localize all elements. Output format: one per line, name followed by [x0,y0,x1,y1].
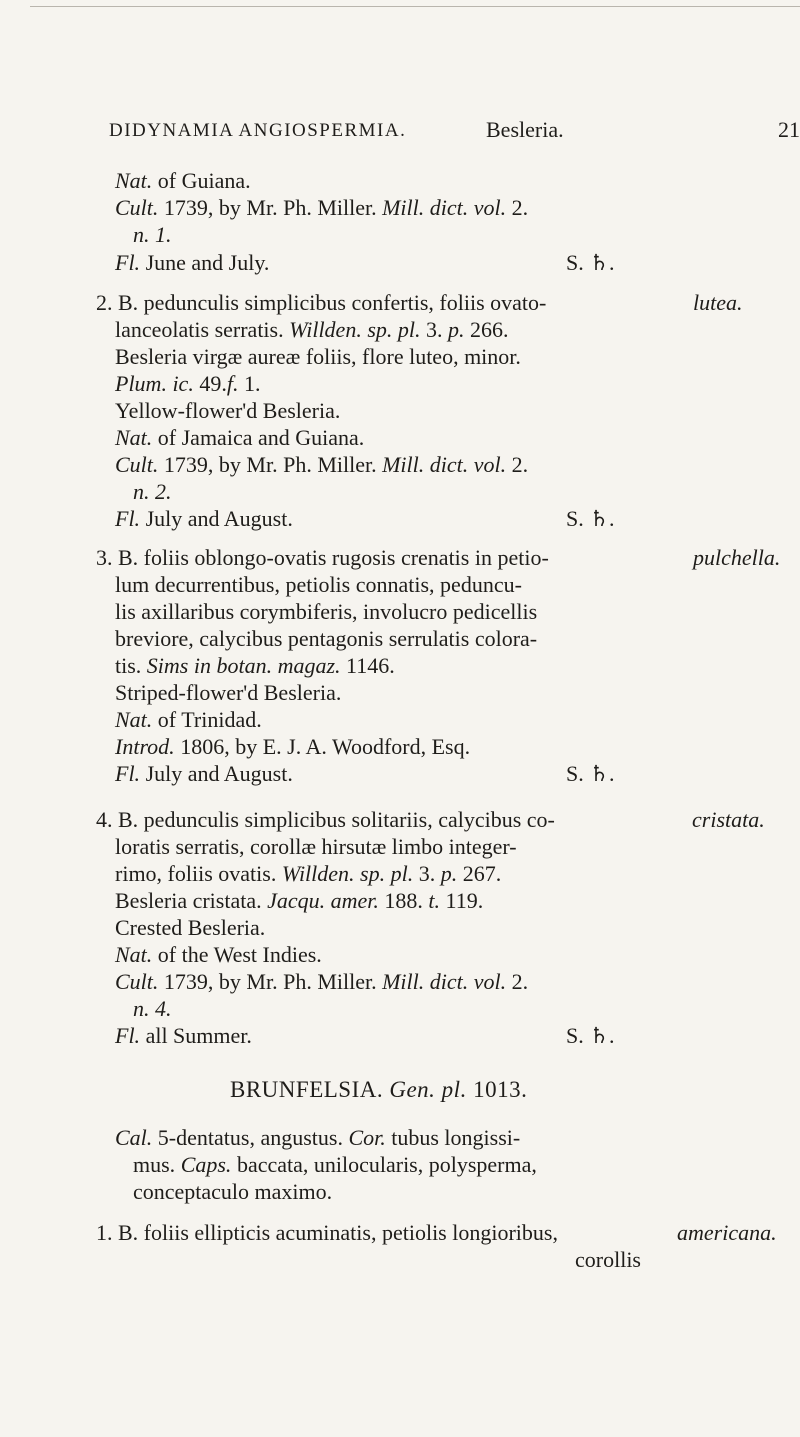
species-2-line-3: Besleria virgæ aureæ foliis, flore luteo, minor. [115,344,521,369]
species-4-fl: Fl. all Summer. [115,1023,252,1048]
species-4-epithet: cristata. [692,807,765,832]
genus-cor-cont: mus. Caps. baccata, unilocularis, polysperma, [133,1152,537,1177]
intro-fl-line: Fl. June and July. [115,250,270,275]
page-number: 21 [778,117,800,142]
species-4-nat: Nat. of the West Indies. [115,942,322,967]
species-2-signature: S. ♄. [566,506,615,531]
brunfelsia-species-1-line-1: 1. B. foliis ellipticis acuminatis, petiolis longioribus, [96,1220,558,1245]
species-4-line-2: loratis serratis, corollæ hirsutæ limbo integer- [115,834,517,859]
species-3-line-4: breviore, calycibus pentagonis serrulatis colora- [115,626,538,651]
species-3-line-3: lis axillaribus corymbiferis, involucro pedicellis [115,599,538,624]
species-4-cult: Cult. 1739, by Mr. Ph. Miller. Mill. dict. vol. 2. [115,969,529,994]
page-top-edge [30,6,800,7]
species-3-introd: Introd. 1806, by E. J. A. Woodford, Esq. [115,734,471,759]
genus-heading: BRUNFELSIA. Gen. pl. 1013. [230,1077,528,1102]
species-3-line-1: 3. B. foliis oblongo-ovatis rugosis crenatis in petio- [96,545,549,570]
running-head: DIDYNAMIA ANGIOSPERMIA. [109,120,407,141]
intro-nat-line: Nat. of Guiana. [115,168,251,193]
brunfelsia-species-1-line-2: corollis [575,1247,641,1272]
species-4-signature: S. ♄. [566,1023,615,1048]
header-genus: Besleria. [486,117,564,142]
running-header [0,117,800,150]
species-3-fl: Fl. July and August. [115,761,293,786]
species-3-epithet: pulchella. [693,545,781,570]
species-2-cult: Cult. 1739, by Mr. Ph. Miller. Mill. dict. vol. 2. [115,452,529,477]
species-2-line-2: lanceolatis serratis. Willden. sp. pl. 3. p. 266. [115,317,509,342]
intro-cult-line: Cult. 1739, by Mr. Ph. Miller. Mill. dict. vol. 2. [115,195,529,220]
species-2-cult-cont: n. 2. [133,479,172,504]
species-3-line-2: lum decurrentibus, petiolis connatis, peduncu- [115,572,522,597]
species-3-signature: S. ♄. [566,761,615,786]
intro-signature: S. ♄. [566,250,615,275]
species-2-line-1: 2. B. pedunculis simplicibus confertis, foliis ovato- [96,290,547,315]
species-3-line-6: Striped-flower'd Besleria. [115,680,342,705]
genus-cal-line: Cal. 5-dentatus, angustus. Cor. tubus longissi- [115,1125,521,1150]
species-4-line-1: 4. B. pedunculis simplicibus solitariis, calycibus co- [96,807,555,832]
species-2-nat: Nat. of Jamaica and Guiana. [115,425,365,450]
species-2-line-4: Plum. ic. 49.f. 1. [115,371,261,396]
species-2-line-5: Yellow-flower'd Besleria. [115,398,341,423]
genus-caps-cont: conceptaculo maximo. [133,1179,333,1204]
species-3-line-5: tis. Sims in botan. magaz. 1146. [115,653,395,678]
brunfelsia-species-1-epithet: americana. [677,1220,777,1245]
species-2-fl: Fl. July and August. [115,506,293,531]
species-3-nat: Nat. of Trinidad. [115,707,262,732]
species-4-cult-cont: n. 4. [133,996,172,1021]
species-4-line-5: Crested Besleria. [115,915,266,940]
species-4-line-4: Besleria cristata. Jacqu. amer. 188. t. 119. [115,888,484,913]
intro-cult-cont: n. 1. [133,222,172,247]
species-2-epithet: lutea. [693,290,743,315]
species-4-line-3: rimo, foliis ovatis. Willden. sp. pl. 3. p. 267. [115,861,502,886]
